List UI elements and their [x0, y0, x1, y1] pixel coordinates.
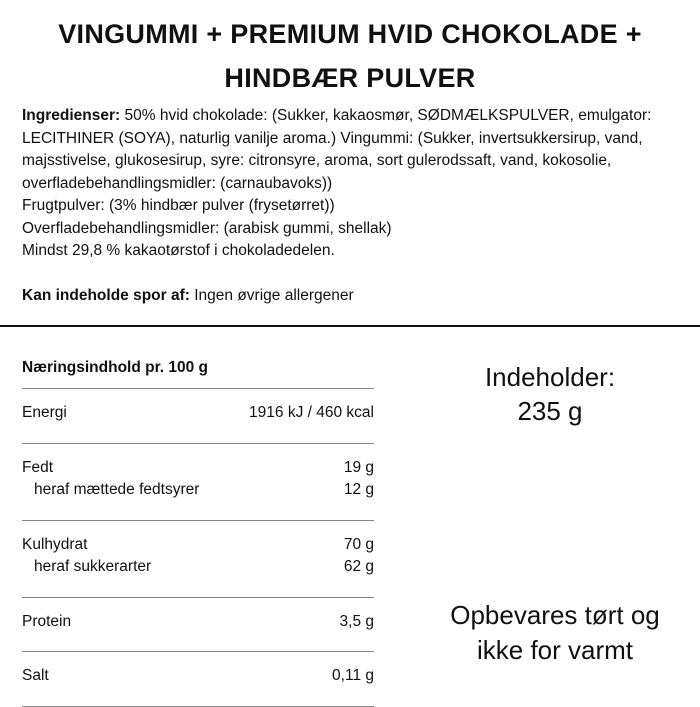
nutrition-group-salt	[22, 652, 374, 698]
net-contents-label: Indeholder:	[484, 362, 616, 392]
nutrition-group-fat	[22, 444, 374, 512]
nutrition-rule	[22, 706, 374, 707]
ingredients-paragraph	[22, 105, 682, 195]
nutrition-row-carbs	[22, 534, 374, 557]
allergen-text: Ingen øvrige allergener	[189, 286, 354, 304]
nutrition-value: 3,5 g	[339, 612, 374, 630]
coating-line: Overfladebehandlingsmidler: (arabisk gummi, shellak)	[22, 219, 392, 237]
nutrition-row-saturated	[22, 479, 374, 502]
product-title-line-1: VINGUMMI + PREMIUM HVID CHOKOLADE +	[58, 19, 642, 49]
nutrition-row-sugars	[22, 556, 374, 579]
nutrition-value: 19 g	[343, 458, 374, 476]
nutrition-table	[22, 356, 374, 707]
nutrition-label: Fedt	[22, 458, 54, 476]
nutrition-label: heraf sukkerarter	[34, 558, 152, 575]
fruit-powder-line: Frugtpulver: (3% hindbær pulver (frysetørret))	[22, 197, 335, 214]
nutrition-value: 0,11 g	[332, 667, 374, 684]
nutrition-label: Salt	[22, 667, 49, 684]
storage-line-2: ikke for varmt	[476, 635, 634, 665]
nutrition-label: heraf mættede fedtsyrer	[34, 481, 200, 498]
net-contents-weight: 235 g	[517, 396, 583, 426]
net-contents	[430, 360, 670, 428]
storage-line-1: Opbevares tørt og	[450, 600, 660, 630]
nutrition-group-energy	[22, 389, 374, 435]
nutrition-row-fat	[22, 457, 374, 480]
cocoa-solids-line: Mindst 29,8 % kakaotørstof i chokoladedelen.	[22, 242, 335, 259]
nutrition-row-protein	[22, 611, 374, 634]
nutrition-value: 62 g	[343, 558, 374, 575]
storage-instructions	[420, 598, 690, 668]
product-title-line-2: HINDBÆR PULVER	[224, 63, 476, 93]
nutrition-row-salt	[22, 665, 374, 688]
nutrition-group-carbs	[22, 521, 374, 589]
nutrition-label: Protein	[22, 612, 72, 630]
nutrition-value: 1916 kJ / 460 kcal	[249, 404, 374, 421]
nutrition-value: 70 g	[343, 535, 374, 553]
nutrition-group-protein	[22, 598, 374, 644]
nutrition-label: Kulhydrat	[22, 535, 88, 553]
nutrition-row-energy	[22, 402, 374, 425]
nutrition-heading: Næringsindhold pr. 100 g	[22, 359, 209, 376]
section-divider	[0, 325, 700, 327]
ingredients-text: 50% hvid chokolade: (Sukker, kakaosmør, SØDMÆLKSPULVER, emulgator: LECITHINER (SOYA), naturlig vanilje aroma.) Vingummi: (Sukker, invertsukkersirup, vand, majsstivelse, glukosesirup, syre: citronsyre, aroma, sort gulerodssaft, vand, kokosolie, overfladebehandlingsmidler: (carnaubavoks))	[22, 107, 652, 192]
nutrition-value: 12 g	[343, 481, 374, 498]
nutrition-label: Energi	[22, 404, 67, 421]
ingredients-section	[22, 105, 682, 307]
product-title	[0, 12, 700, 100]
allergen-label: Kan indeholde spor af:	[22, 286, 190, 304]
ingredients-label: Ingredienser:	[22, 107, 121, 124]
allergen-line	[22, 285, 682, 308]
